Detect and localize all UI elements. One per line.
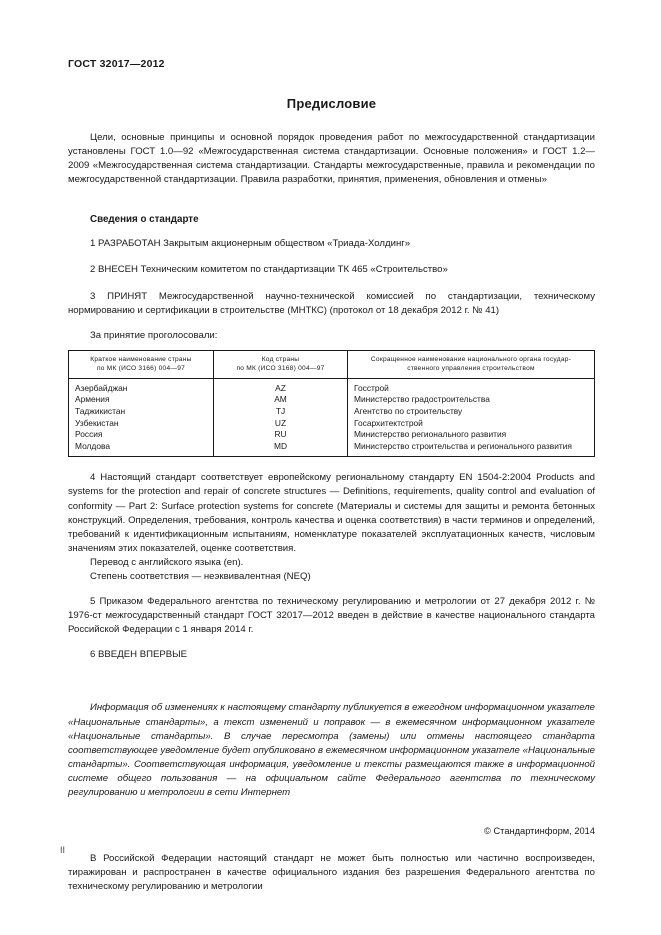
- conformity-degree-note: Степень соответствия — неэквивалентная (NEQ): [90, 570, 311, 582]
- column-header-organization: [348, 350, 595, 378]
- column-header-country-line2: по МК (ИСО 3166) 004—97: [96, 365, 186, 373]
- cell-country: Армения: [69, 394, 214, 406]
- cell-organization: Госстрой: [348, 378, 595, 394]
- cell-code: AM: [214, 394, 348, 406]
- standard-number-header: ГОСТ 32017—2012: [68, 58, 165, 70]
- page-content: [68, 58, 595, 894]
- table-body: [69, 378, 595, 457]
- intro-paragraph: Цели, основные принципы и основной порядок проведения работ по межгосударственной стандартизации установлены ГОСТ 1.0—92 «Межгосударственная система стандартизации. Основные положения» и ГОСТ 1.2—2009 «Межгосударственная система стандартизации. Стандарты межгосударственные, правила и рекомендации по межгосударственной стандартизации. Правила разработки, принятия, применения, обновления и отмены»: [68, 132, 595, 186]
- cell-organization: Министерство строительства и регионального развития: [348, 441, 595, 457]
- cell-country: Таджикистан: [69, 406, 214, 418]
- column-header-code: [214, 350, 348, 378]
- changes-information-notice: Информация об изменениях к настоящему стандарту публикуется в ежегодном информационном указателе «Национальные стандарты», а текст изменений и поправок — в ежемесячном информационном указателе «Национальные стандарты». В случае пересмотра (замены) или отмены настоящего стандарта соответствующее уведомление будет опубликовано в ежемесячном информационном указателе «Национальные стандарты». Соответствующая информация, уведомление и тексты размещаются также в информационной системе общего пользования — на официальном сайте Федерального агентства по техническому регулированию и метрологии в сети Интернет: [68, 702, 595, 798]
- reproduction-restriction-notice: В Российской Федерации настоящий стандарт не может быть полностью или частично воспроизведен, тиражирован и распространен в качестве официального издания без разрешения Федерального агентства по техническому регулированию и метрологии: [68, 853, 595, 893]
- table-row: [69, 429, 595, 441]
- column-header-code-line2: по МК (ИСО 3168) 004—97: [236, 365, 325, 373]
- cell-country: Узбекистан: [69, 418, 214, 430]
- about-item-3: 3 ПРИНЯТ Межгосударственной научно-технической комиссией по стандартизации, техническому нормированию и сертификации в строительстве (МНТКС) (протокол от 18 декабря 2012 г. № 41): [68, 290, 595, 316]
- table-header-row: [69, 350, 595, 378]
- table-row: [69, 418, 595, 430]
- cell-organization: Агентство по строительству: [348, 406, 595, 418]
- column-header-country: [69, 350, 214, 378]
- about-standard-heading: Сведения о стандарте: [90, 214, 199, 226]
- table-row: [69, 378, 595, 394]
- copyright-line: © Стандартинформ, 2014: [484, 826, 595, 837]
- table-header: [69, 350, 595, 378]
- column-header-code-line1: Код страны: [261, 355, 300, 363]
- column-header-country-line1: Краткое наименование страны: [90, 355, 192, 363]
- column-header-organization-line2: ственного управления строительством: [407, 365, 535, 373]
- table-row: [69, 406, 595, 418]
- cell-code: MD: [214, 441, 348, 457]
- voting-countries-table: [68, 350, 595, 458]
- spacer: [68, 198, 595, 214]
- spacer: [68, 673, 595, 701]
- item-4-paragraph: 4 Настоящий стандарт соответствует европейскому региональному стандарту EN 1504-2:2004 Products and systems for the protection and repair of concrete structures — Definitions, requirements, quality control and evaluation of conformity — Part 2: Surface protection systems for concrete (Материалы и системы для защиты и ремонта бетонных конструкций. Определения, требования, контроль качества и оценка соответствия) в части терминов и определений, требований к идентификационным испытаниям, номенклатуре показателей эксплуатационных качеств, числовым значениям этих показателей, оценке соответствия.: [68, 472, 595, 554]
- cell-country: Россия: [69, 429, 214, 441]
- table-row: [69, 394, 595, 406]
- cell-organization: Министерство регионального развития: [348, 429, 595, 441]
- page-title: Предисловие: [286, 96, 377, 111]
- column-header-organization-line1: Сокращенное наименование национального органа государ-: [370, 355, 572, 363]
- vote-lead-in: За принятие проголосовали:: [90, 329, 218, 341]
- cell-country: Молдова: [69, 441, 214, 457]
- table-row: [69, 441, 595, 457]
- cell-organization: Министерство градостроительства: [348, 394, 595, 406]
- cell-code: RU: [214, 429, 348, 441]
- translation-note: Перевод с английского языка (en).: [90, 556, 244, 568]
- item-5-paragraph: 5 Приказом Федерального агентства по техническому регулированию и метрологии от 27 декабря 2012 г. № 1976-ст межгосударственный стандарт ГОСТ 32017—2012 введен в действие в качестве национального стандарта Российской Федерации с 1 января 2014 г.: [68, 596, 595, 636]
- page-number: II: [60, 845, 66, 855]
- about-item-2: 2 ВНЕСЕН Техническим комитетом по стандартизации ТК 465 «Строительство»: [90, 264, 448, 276]
- about-item-1: 1 РАЗРАБОТАН Закрытым акционерным обществом «Триада-Холдинг»: [90, 238, 411, 250]
- cell-code: UZ: [214, 418, 348, 430]
- cell-code: AZ: [214, 378, 348, 394]
- cell-country: Азербайджан: [69, 378, 214, 394]
- cell-code: TJ: [214, 406, 348, 418]
- cell-organization: Госархитектстрой: [348, 418, 595, 430]
- item-6-paragraph: 6 ВВЕДЕН ВПЕРВЫЕ: [90, 649, 188, 661]
